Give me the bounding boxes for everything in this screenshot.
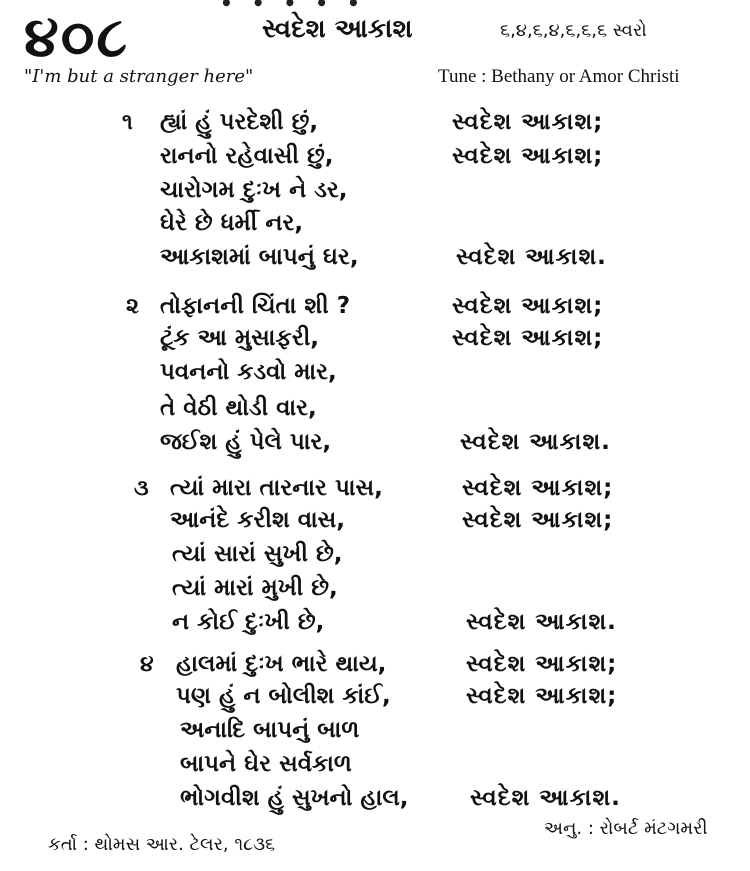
line-text: અનાદિ બાપનું બાળ — [180, 717, 360, 743]
english-title: "I'm but a stranger here" — [24, 66, 254, 87]
line-text: આકાશમાં બાપનું ઘર, — [160, 244, 359, 270]
line-text: ત્યાં સારાં સુખી છે, — [172, 541, 343, 567]
meter-notation: ૬,૪,૬,૪,૬,૬,૬ સ્વરો — [500, 20, 647, 41]
line-text: આનંદે કરીશ વાસ, — [170, 507, 346, 533]
refrain-text: સ્વદેશ આકાશ. — [466, 609, 617, 635]
line-text: ઘેરે છે ધર્મી નર, — [160, 210, 304, 236]
verse-number: ૩ — [134, 476, 149, 501]
line-text: પવનનો કડવો માર, — [160, 359, 337, 385]
cropped-top-text: • • • • • — [220, 0, 366, 15]
refrain-text: સ્વદેશ આકાશ; — [452, 293, 604, 319]
refrain-text: સ્વદેશ આકાશ. — [456, 244, 607, 270]
verse-number: ૪ — [140, 652, 154, 677]
hymn-title: સ્વદેશ આકાશ — [262, 14, 413, 44]
line-text: ત્યાં મારાં મુખી છે, — [172, 575, 338, 601]
line-text: હ્યાં હું પરદેશી છું, — [160, 109, 319, 135]
verse-number: ૧ — [122, 110, 133, 135]
line-text: પણ હું ન બોલીશ કાંઈ, — [176, 683, 391, 709]
verse-number: ૨ — [126, 294, 139, 319]
hymn-number: ૪૦૮ — [24, 5, 130, 70]
refrain-text: સ્વદેશ આકાશ; — [452, 143, 604, 169]
tune-name: Tune : Bethany or Amor Christi — [438, 66, 680, 87]
line-text: તોફાનની ચિંતા શી ? — [160, 293, 351, 319]
author-credit: કર્તા : થોમસ આર. ટેલર, ૧૮૩૬ — [48, 834, 276, 855]
line-text: બાપને ઘેર સર્વકાળ — [180, 751, 352, 777]
refrain-text: સ્વદેશ આકાશ. — [470, 785, 621, 811]
refrain-text: સ્વદેશ આકાશ; — [452, 109, 604, 135]
line-text: રાનનો રહેવાસી છું, — [160, 143, 334, 169]
line-text: ટૂંક આ મુસાફરી, — [160, 325, 320, 351]
refrain-text: સ્વદેશ આકાશ; — [466, 683, 618, 709]
line-text: ભોગવીશ હું સુખનો હાલ, — [180, 785, 409, 811]
line-text: તે વેઠી થોડી વાર, — [160, 395, 317, 421]
refrain-text: સ્વદેશ આકાશ; — [452, 325, 604, 351]
line-text: ચારોગમ દુઃખ ને ડર, — [160, 177, 348, 203]
refrain-text: સ્વદેશ આકાશ; — [462, 507, 614, 533]
line-text: હાલમાં દુઃખ ભારે થાય, — [176, 651, 387, 677]
translator-credit: અનુ. : રોબર્ટ મંટગમરી — [544, 818, 708, 839]
refrain-text: સ્વદેશ આકાશ; — [462, 475, 614, 501]
refrain-text: સ્વદેશ આકાશ. — [460, 429, 611, 455]
line-text: ન કોઈ દુઃખી છે, — [172, 609, 325, 635]
line-text: જઈશ હું પેલે પાર, — [160, 429, 332, 455]
refrain-text: સ્વદેશ આકાશ; — [466, 651, 618, 677]
line-text: ત્યાં મારા તારનાર પાસ, — [170, 475, 383, 501]
